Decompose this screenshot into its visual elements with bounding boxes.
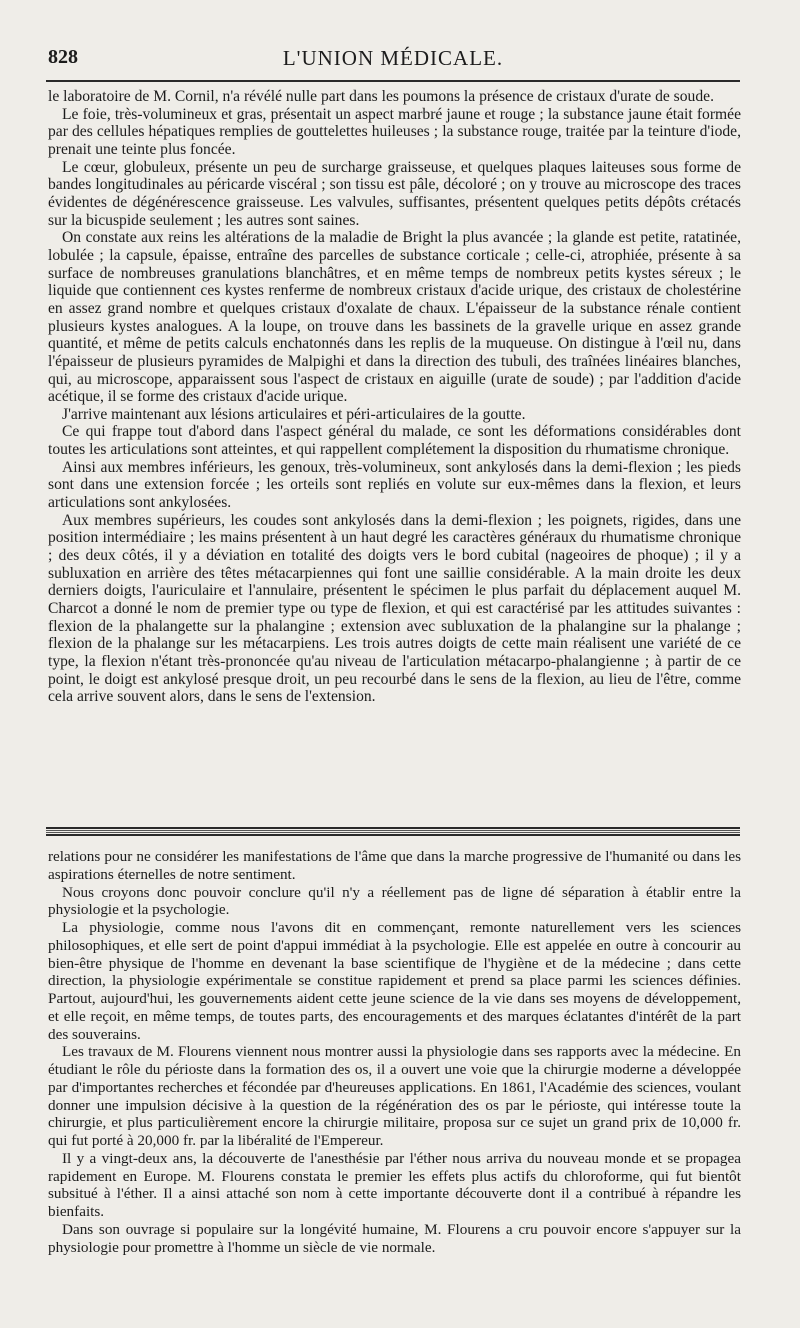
article-paragraph: On constate aux reins les altérations de la maladie de Bright la plus avancée ; la glande est petite, ratatinée, lobulée ; la capsule, épaisse, entraîne des parcelles de substance corticale ; celle-ci, atrophiée, présente à sa surface de nombreuses granulations blanchâtres, et en même temps de nombreux petits kystes séreux ; le liquide que contiennent ces kystes renferme de nombreux cristaux d'acide urique, des cristaux de cholestérine en assez grand nombre et quelques cristaux d'oxalate de chaux. L'épaisseur de la substance rénale contient plusieurs kystes analogues. A la loupe, on trouve dans les bassinets de la gravelle urique en assez grande quantité, et même de petits calculs enchatonnés dans les replis de la muqueuse. On distingue à l'œil nu, dans l'épaisseur de plusieurs pyramides de Malpighi et dans la direction des tubuli, des traînées linéaires blanches, qui, au microscope, apparaissent sous l'aspect de cristaux en aiguille (urate de soude) ; par l'addition d'acide acétique, il se forme des cristaux d'acide urique.	[48, 229, 741, 406]
page-header	[48, 44, 738, 74]
article-paragraph: Ainsi aux membres inférieurs, les genoux, très-volumineux, sont ankylosés dans la demi-flexion ; les pieds sont dans une extension forcée ; les orteils sont repliés en volute sur eux-mêmes dans la flexion, et leurs articulations sont ankylosées.	[48, 458, 741, 512]
feuilleton	[48, 848, 741, 1256]
article-paragraph: Le foie, très-volumineux et gras, présentait un aspect marbré jaune et rouge ; la substance jaune était formée par des cellules hépatiques remplies de gouttelettes huileuses ; la substance rouge, traitée par la teinture d'iode, prenait une teinte plus foncée.	[48, 105, 741, 158]
running-title: L'UNION MÉDICALE.	[282, 46, 504, 70]
article-paragraph: J'arrive maintenant aux lésions articulaires et péri-articulaires de la goutte.	[62, 405, 526, 423]
feuilleton-paragraph: Dans son ouvrage si populaire sur la longévité humaine, M. Flourens a cru pouvoir encore s'appuyer sur la physiologie pour promettre à l'homme un siècle de vie normale.	[48, 1220, 741, 1256]
header-rule	[46, 80, 740, 82]
article-paragraph: Aux membres supérieurs, les coudes sont ankylosés dans la demi-flexion ; les poignets, rigides, dans une position intermédiaire ; les mains présentent à un haut degré les caractères généraux du rhumatisme chronique ; des deux côtés, il y a déviation en totalité des doigts vers le bord cubital (nageoires de phoque) ; il y a subluxation en arrière des têtes métacarpiennes qui font une saillie considérable. A la main droite les deux derniers doigts, l'auriculaire et l'annulaire, présentent le spécimen le plus parfait du déplacement auquel M. Charcot a donné le nom de premier type ou type de flexion, et qui est caractérisé par les attitudes suivantes : flexion de la phalangette sur la phalangine ; extension avec subluxation de la phalangine sur la phalange ; flexion de la phalange sur les métacarpiens. Les trois autres doigts de cette main réalisent une variété de ce type, la flexion n'étant très-prononcée qu'au niveau de l'articulation métacarpo-phalangienne ; à partir de ce point, le doigt est ankylosé presque droit, un peu recourbé dans le sens de la flexion, au lieu de l'être, comme cela arrive souvent alors, dans le sens de l'extension.	[48, 511, 741, 706]
article-paragraph: le laboratoire de M. Cornil, n'a révélé nulle part dans les poumons la présence de cristaux d'urate de soude.	[48, 88, 714, 105]
page-number: 828	[48, 46, 78, 68]
article-paragraph: Ce qui frappe tout d'abord dans l'aspect général du malade, ce sont les déformations considérables dont toutes les articulations sont atteintes, et qui rappellent complétement la disposition du rhumatisme chronique.	[48, 423, 741, 459]
feuilleton-separator	[46, 827, 740, 836]
feuilleton-paragraph: relations pour ne considérer les manifestations de l'âme que dans la marche progressive de l'humanité ou dans les aspirations éternelles de notre sentiment.	[48, 848, 741, 883]
main-article	[48, 88, 741, 706]
feuilleton-paragraph: La physiologie, comme nous l'avons dit en commençant, remonte naturellement vers les sciences philosophiques, et elle sert de point d'appui immédiat à la psychologie. Elle est appelée en outre à concourir au bien-être physique de l'homme en devenant la base scientifique de l'hygiène et de la médecine ; dans cette direction, la physiologie expérimentale se constitue rapidement et prend sa place parmi les sciences définies. Partout, aujourd'hui, les gouvernements aident cette jeune science de la vie dans ses moyens de développement, et elle reçoit, en même temps, de toutes parts, des encouragements et des marques éclatantes d'intérêt de la part des souverains.	[48, 919, 741, 1043]
feuilleton-paragraph: Il y a vingt-deux ans, la découverte de l'anesthésie par l'éther nous arriva du nouveau monde et se propagea rapidement en Europe. M. Flourens constata le premier les effets plus actifs du chloroforme, qui fut bientôt subsitué à l'éther. Il a ainsi attaché son nom à cette importante découverte dont il a contribué à répandre les bienfaits.	[48, 1149, 741, 1220]
feuilleton-paragraph: Les travaux de M. Flourens viennent nous montrer aussi la physiologie dans ses rapports avec la médecine. En étudiant le rôle du périoste dans la formation des os, il a ouvert une voie que la chirurgie moderne a développée par d'importantes recherches et fécondée par d'heureuses applications. En 1861, l'Académie des sciences, voulant donner une impulsion décisive à la question de la régénération des os par le périoste, qui intéresse toute la chirurgie, et plus particulièrement encore la chirurgie militaire, proposa sur ce sujet un grand prix de 10,000 fr. qui fut porté à 20,000 fr. par la libéralité de l'Empereur.	[48, 1043, 741, 1149]
feuilleton-paragraph: Nous croyons donc pouvoir conclure qu'il n'y a réellement pas de ligne dé séparation à établir entre la physiologie et la psychologie.	[48, 883, 741, 919]
article-paragraph: Le cœur, globuleux, présente un peu de surcharge graisseuse, et quelques plaques laiteuses sous forme de bandes longitudinales au péricarde viscéral ; son tissu est pâle, décoloré ; on y trouve au microscope des traces évidentes de dégénérescence graisseuse. Les valvules, suffisantes, présentent quelques petits dépôts crétacés sur la bicuspide seulement ; les autres sont saines.	[48, 158, 741, 229]
